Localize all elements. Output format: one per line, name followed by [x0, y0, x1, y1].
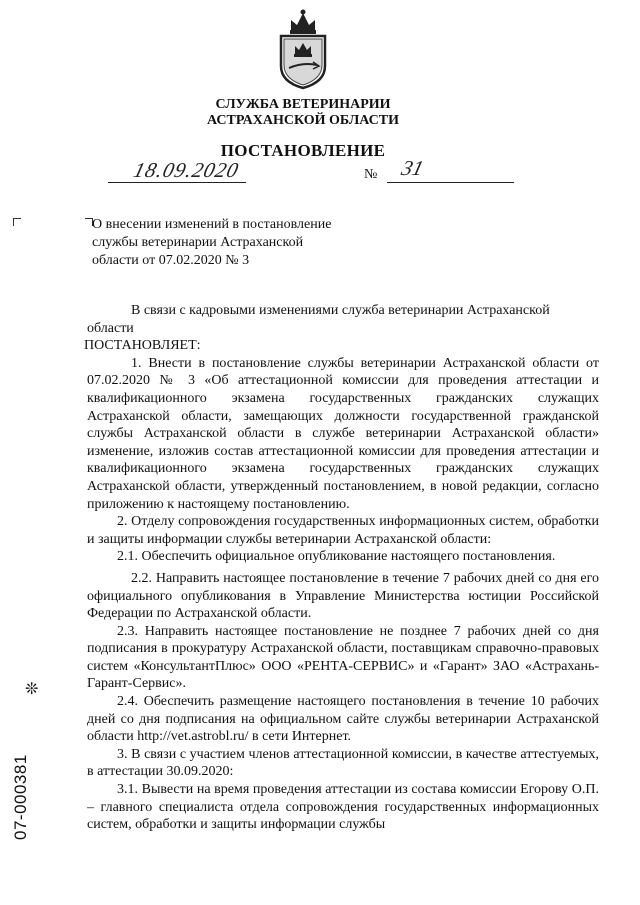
- handwritten-number: 31: [399, 156, 427, 180]
- subject-corner-mark-left: [13, 218, 21, 226]
- document-type-title: ПОСТАНОВЛЕНИЕ: [220, 141, 386, 160]
- preamble-line1: В связи с кадровыми изменениями служба ветеринарии Астраханской: [131, 303, 550, 318]
- registration-number-stamp: 07-000381: [11, 754, 30, 840]
- organization-name-line1: СЛУЖБА ВЕТЕРИНАРИИ: [215, 97, 391, 112]
- handwritten-date: 18.09.2020: [131, 158, 242, 182]
- paragraph-2-1: 2.1. Обеспечить официальное опубликование настоящего постановления.: [117, 549, 556, 565]
- side-asterisk-mark: ❊: [25, 681, 39, 698]
- coat-of-arms-emblem: [273, 8, 333, 90]
- paragraph-3: 3. В связи с участием членов аттестационной комиссии, в качестве аттестуемых, в аттестации 30.09.2020:: [87, 746, 599, 780]
- preamble-line2: области: [87, 320, 134, 336]
- subject-line: области от 07.02.2020 № 3: [92, 253, 250, 268]
- subject-line: службы ветеринарии Астраханской: [92, 235, 304, 250]
- subject-block: [92, 216, 362, 270]
- paragraph-3-1: 3.1. Вывести на время проведения аттестации из состава комиссии Егорову О.П. – главного специалиста отдела сопровождения государственных информационных систем, обработки и защиты информации службы: [87, 782, 599, 833]
- subject-line: О внесении изменений в постановление: [92, 217, 332, 232]
- number-label: №: [364, 167, 378, 182]
- paragraph-2: 2. Отделу сопровождения государственных информационных систем, обработки и защиты информации службы ветеринарии Астраханской области:: [87, 514, 599, 547]
- paragraph-2-4: 2.4. Обеспечить размещение настоящего постановления в течение 10 рабочих дней со дня подписания на официальном сайте службы ветеринарии Астраханской области http://vet.astrobl.ru/ в сети Интернет.: [87, 694, 599, 745]
- organization-name-line2: АСТРАХАНСКОЙ ОБЛАСТИ: [206, 113, 399, 128]
- decree-word: ПОСТАНОВЛЯЕТ:: [84, 338, 201, 354]
- paragraph-1: 1. Внести в постановление службы ветеринарии Астраханской области от 07.02.2020 № 3 «Об аттестационной комиссии для проведения аттестации и квалификационного экзамена государственных гражданских служащих Астраханской области, замещающих должности государственной гражданской службы Астраханской области в службе ветеринарии Астраханской области» изменение, изложив состав аттестационной комиссии для проведения аттестации и квалификационного экзамена государственных гражданских служащих Астраханской области, утвержденный постановлением, в новой редакции, согласно приложению к настоящему постановлению.: [87, 355, 599, 512]
- paragraph-2-2: 2.2. Направить настоящее постановление в течение 7 рабочих дней со дня его официального опубликования в Управление Министерства юстиции Российской Федерации по Астраханской области.: [87, 570, 599, 622]
- document-body: [84, 302, 599, 834]
- paragraph-2-3: 2.3. Направить настоящее постановление не позднее 7 рабочих дней со дня подписания в прокуратуру Астраханской области, поставщикам справочно-правовых систем «КонсультантПлюс» ООО «РЕНТА-СЕРВИС» и «Гарант» ЗАО «Астрахань-Гарант-Сервис».: [87, 623, 599, 692]
